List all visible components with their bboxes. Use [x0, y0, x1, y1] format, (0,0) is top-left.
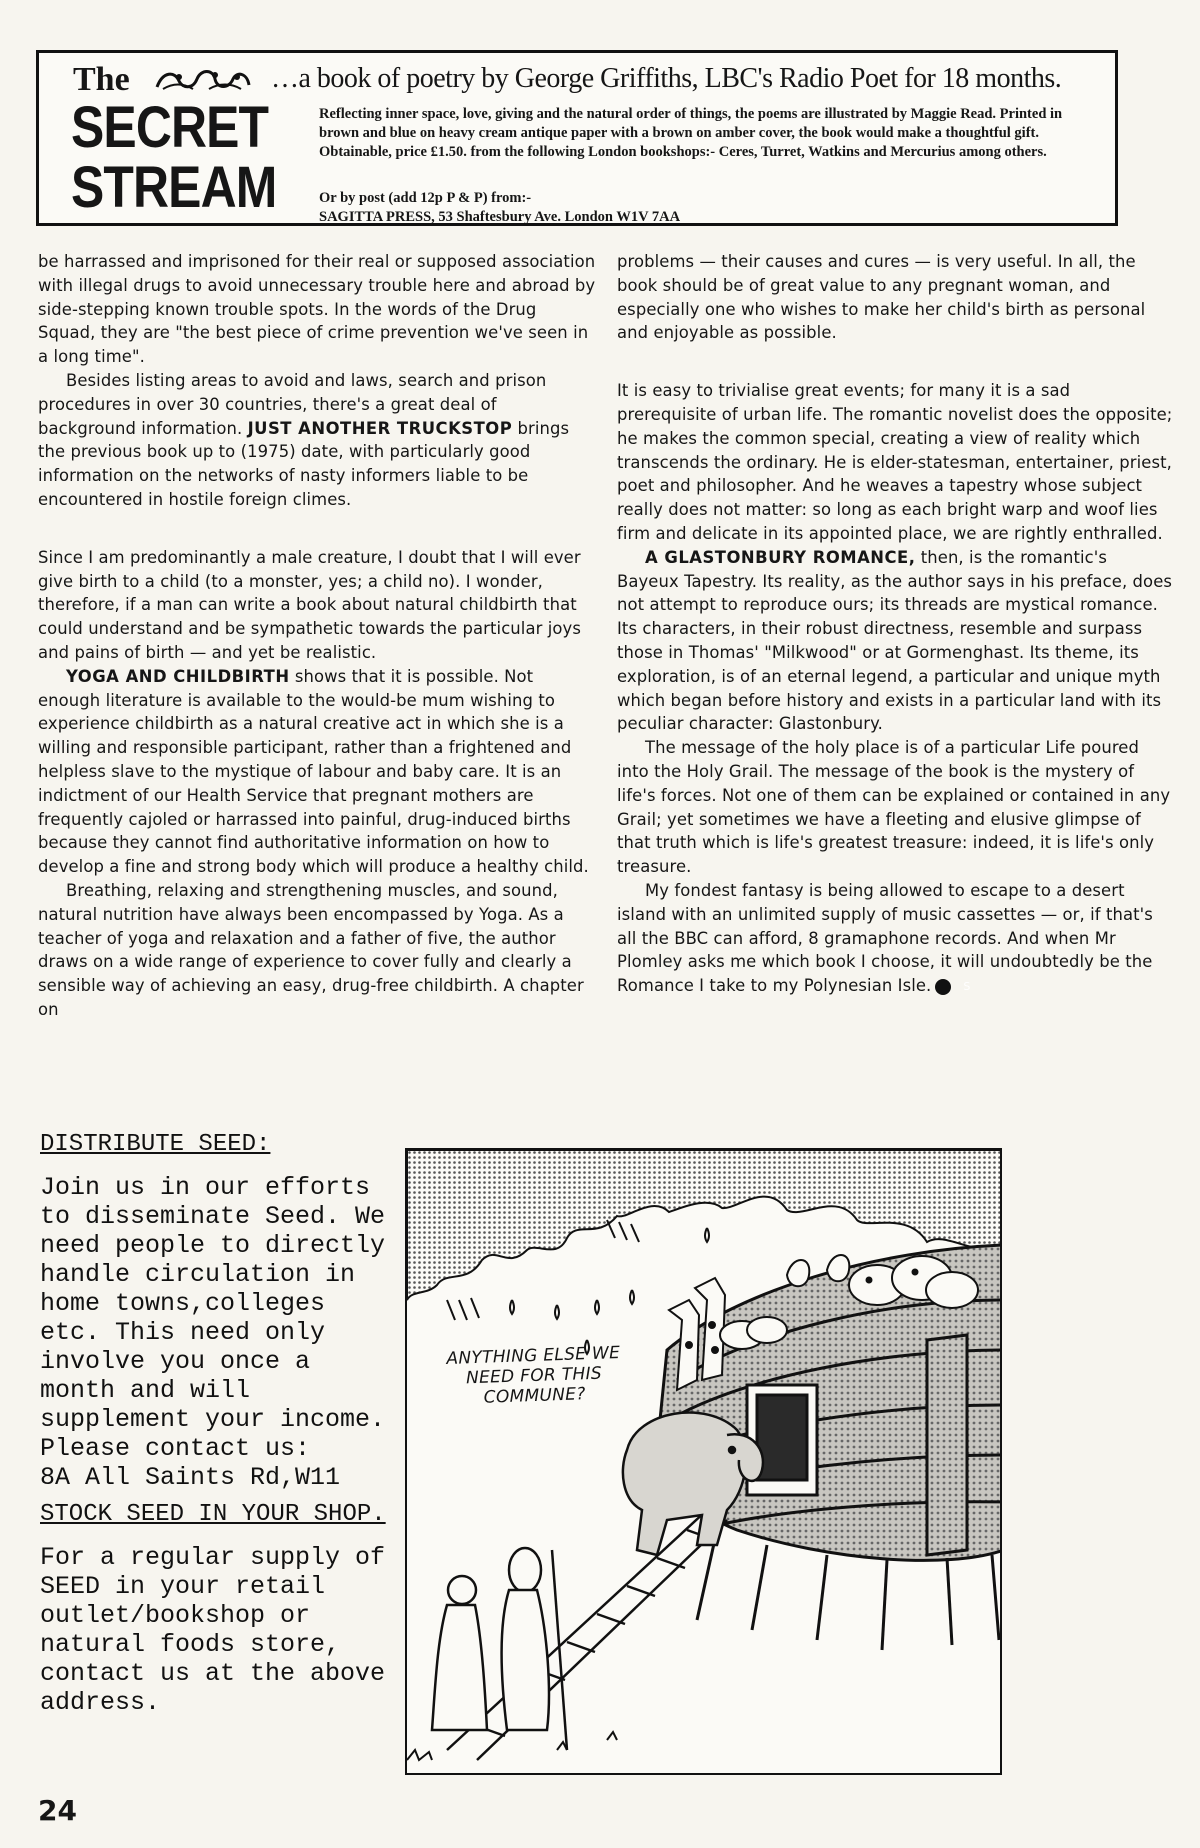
end-mark-icon: S	[935, 979, 951, 995]
giraffes	[669, 1278, 725, 1390]
logo-the: The	[73, 61, 130, 98]
book-title: A GLASTONBURY ROMANCE,	[645, 547, 916, 567]
advert-address: SAGITTA PRESS, 53 Shaftesbury Ave. London W1V 7AA	[319, 209, 681, 225]
paragraph: My fondest fantasy is being allowed to escape to a desert island with an unlimited supply of music cassettes — or, if that's all the BBC can afford, 8 gramaphone records. And when Mr Plomley asks me which book I choose, it will undoubtedly be the Romance I take to my Polynesian Isle. S	[617, 880, 1153, 996]
distribute-seed-heading: DISTRIBUTE SEED:	[40, 1131, 271, 1158]
paragraph: Besides listing areas to avoid and laws, search and prison procedures in over 30 countries, there's a great deal of background information. JUST ANOTHER TRUCKSTOP brings the previous book up to (1975) date, with particularly good information on the networks of nasty informers liable to be encountered in hostile foreign climes.	[38, 370, 570, 509]
ornament-icon	[153, 67, 253, 93]
distribute-seed-body: Join us in our efforts to disseminate Seed. We need people to directly handle circulation in home towns,colleges etc. This need only involve you once a month and will supplement your income. Please contact us:	[40, 1173, 386, 1463]
advert-description: Reflecting inner space, love, giving and the natural order of things, the poems are illustrated by Maggie Read. Printed in brown and blue on heavy cream antique paper with a brown on amber cover, the book would make a thoughtful gift. Obtainable, price £1.50. from the following London bookshops:- Ceres, Turret, Watkins and Mercurius among others.	[319, 106, 1063, 160]
elephant	[623, 1413, 763, 1555]
paragraph: YOGA AND CHILDBIRTH shows that it is possible. Not enough literature is available to the would-be mum wishing to experience childbirth as a natural creative act in which she is a willing and responsible participant, rather than a frightened and helpless slave to the mystique of labour and baby care. It is an indictment of our Health Service that pregnant mothers are frequently cajoled or harrassed into painful, drug-induced births because they cannot find authoritative information on how to develop a fine and strong body which will produce a healthy child.	[38, 666, 589, 877]
seed-notice	[40, 1130, 400, 1717]
page-number: 24	[38, 1794, 77, 1827]
logo-secret: SECRET	[71, 95, 269, 160]
paragraph: be harrassed and imprisoned for their real or supposed association with illegal drugs to avoid unnecessary trouble here and abroad by side-stepping known trouble spots. In the words of the Drug Squad, they are "the best piece of crime prevention we've seen in a long time".	[38, 252, 596, 367]
article-column-right	[617, 250, 1173, 998]
book-title: YOGA AND CHILDBIRTH	[66, 666, 290, 686]
article-column-left	[38, 250, 598, 1022]
logo-stream: STREAM	[71, 155, 277, 220]
book-title: JUST ANOTHER TRUCKSTOP	[247, 418, 513, 438]
paragraph: The message of the holy place is of a particular Life poured into the Holy Grail. The message of the book is the mystery of life's forces. Not one of them can be explained or contained in any Grail; yet sometimes we have a fleeting and elusive glimpse of that truth which is life's greatest treasure: indeed, it is life's only treasure.	[617, 738, 1171, 877]
ground-grass	[407, 1732, 617, 1760]
stock-seed-heading: STOCK SEED IN YOUR SHOP.	[40, 1501, 386, 1528]
cartoon-drawing	[407, 1150, 1002, 1775]
advert-postal-info	[319, 189, 1019, 227]
advert-tagline: …a book of poetry by George Griffiths, LBC's Radio Poet for 18 months.	[271, 63, 1062, 94]
paragraph: It is easy to trivialise great events; for many it is a sad prerequisite of urban life. The romantic novelist does the opposite; he makes the common special, creating a view of reality which transcends the ordinary. He is elder-statesman, entertainer, priest, poet and philosopher. And he weaves a tapestry whose subject really does not matter: so long as each bright warp and woof lies firm and delicate in its appointed place, we are rightly enthralled.	[617, 381, 1173, 543]
speech-caption: ANYTHING ELSE WE NEED FOR THIS COMMUNE?	[446, 1342, 621, 1408]
noahs-ark-cartoon	[405, 1148, 1002, 1775]
book-advert-box	[36, 50, 1118, 226]
paragraph: problems — their causes and cures — is very useful. In all, the book should be of great value to any pregnant woman, and especially one who wishes to make her child's birth as personal and enjoyable as possible.	[617, 252, 1146, 343]
wife-figure	[432, 1576, 487, 1730]
stock-seed-body: For a regular supply of SEED in your retail outlet/bookshop or natural foods store, contact us at the above address.	[40, 1543, 386, 1717]
paragraph: Since I am predominantly a male creature, I doubt that I will ever give birth to a child (to a monster, yes; a child no). I wonder, therefore, if a man can write a book about natural childbirth that could understand and be sympathetic towards the particular joys and pains of birth — and yet be realistic.	[38, 547, 581, 662]
seed-address: 8A All Saints Rd,W11	[40, 1463, 341, 1492]
paragraph: Breathing, relaxing and strengthening muscles, and sound, natural nutrition have always been encompassed by Yoga. As a teacher of yoga and relaxation and a father of five, the author draws on a wide range of experience to cover fully and clearly a sensible way of achieving an easy, drug-free childbirth. A chapter on	[38, 880, 584, 1019]
paragraph: A GLASTONBURY ROMANCE, then, is the romantic's Bayeux Tapestry. Its reality, as the author says in his preface, does not attempt to reproduce ours; its threads are mystical romance. Its characters, in their robust directness, resemble and surpass those in Thomas' "Milkwood" or at Gormenghast. Its theme, its exploration, is of an eternal legend, a particular and unique myth which began before history and exists in a particular land with its peculiar character: Glastonbury.	[617, 547, 1173, 734]
gangplank	[447, 1510, 727, 1760]
advert-post-line: Or by post (add 12p P & P) from:-	[319, 190, 532, 206]
